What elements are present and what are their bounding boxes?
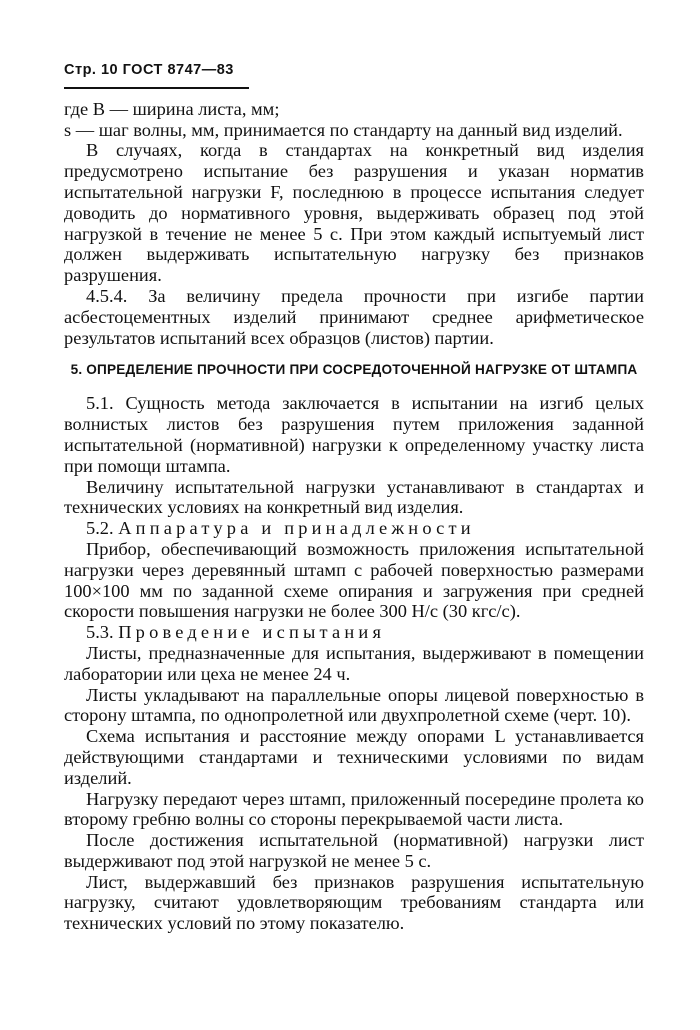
heading-5-2-number: 5.2.	[86, 518, 114, 539]
paragraph-5-1-load: Величину испытательной нагрузки устанавливают в стандартах и технических условиях на конкретный вид изделия.	[64, 476, 644, 518]
heading-5-3	[64, 622, 644, 643]
paragraph-cases: В случаях, когда в стандартах на конкретный вид изделия предусмотрено испытание без разрушения и указан норматив испытательной нагрузки F, последнюю в процессе испытания следует доводить до нормативного уровня, выдерживать образец под этой нагрузкой в течение не менее 5 с. При этом каждый испытуемый лист должен выдерживать испытательную нагрузку без признаков разрушения.	[64, 140, 644, 286]
paragraph-5-1: 5.1. Сущность метода заключается в испытании на изгиб целых волнистых листов без разрушения путем приложения заданной испытательной (нормативной) нагрузки к определенному участку листа при помощи штампа.	[64, 393, 644, 476]
heading-5-3-text: Проведение испытания	[118, 622, 386, 643]
heading-5-2	[64, 518, 644, 539]
paragraph-5-3-b: Листы укладывают на параллельные опоры лицевой поверхностью в сторону штампа, по однопролетной или двухпролетной схеме (черт. 10).	[64, 684, 644, 726]
paragraph-5-2: Прибор, обеспечивающий возможность приложения испытательной нагрузки через деревянный штамп с рабочей поверхностью размерами 100×100 мм по заданной схеме опирания и загружения при средней скорости повышения нагрузки не более 300 Н/с (30 кгс/с).	[64, 538, 644, 622]
document-page	[64, 60, 644, 934]
paragraph-4-5-4: 4.5.4. За величину предела прочности при изгибе партии асбестоцементных изделий принимают среднее арифметическое результатов испытаний всех образцов (листов) партии.	[64, 285, 644, 348]
paragraph-5-3-d: Нагрузку передают через штамп, приложенный посередине пролета ко второму гребню волны со стороны перекрываемой части листа.	[64, 788, 644, 830]
header-rule	[64, 87, 249, 89]
paragraph-5-3-c: Схема испытания и расстояние между опорами L устанавливается действующими стандартами и техническими условиями по видам изделий.	[64, 726, 644, 788]
page-header: Стр. 10 ГОСТ 8747—83	[64, 62, 234, 78]
definition-b: где B — ширина листа, мм;	[64, 98, 280, 119]
paragraph-5-3-a: Листы, предназначенные для испытания, выдерживают в помещении лаборатории или цеха не менее 24 ч.	[64, 642, 644, 684]
definition-s: s — шаг волны, мм, принимается по стандарту на данный вид изделий.	[64, 119, 623, 140]
paragraph-5-3-e: После достижения испытательной (нормативной) нагрузки лист выдерживают под этой нагрузкой не менее 5 с.	[64, 830, 644, 871]
paragraph-5-3-f: Лист, выдержавший без признаков разрушения испытательную нагрузку, считают удовлетворяющим требованиям стандарта или технических условий по этому показателю.	[64, 871, 644, 934]
heading-5-2-text: Аппаратура и принадлежности	[118, 518, 475, 539]
section-5-title: 5. ОПРЕДЕЛЕНИЕ ПРОЧНОСТИ ПРИ СОСРЕДОТОЧЕННОЙ НАГРУЗКЕ ОТ ШТАМПА	[70, 362, 638, 378]
heading-5-3-number: 5.3.	[86, 622, 114, 643]
